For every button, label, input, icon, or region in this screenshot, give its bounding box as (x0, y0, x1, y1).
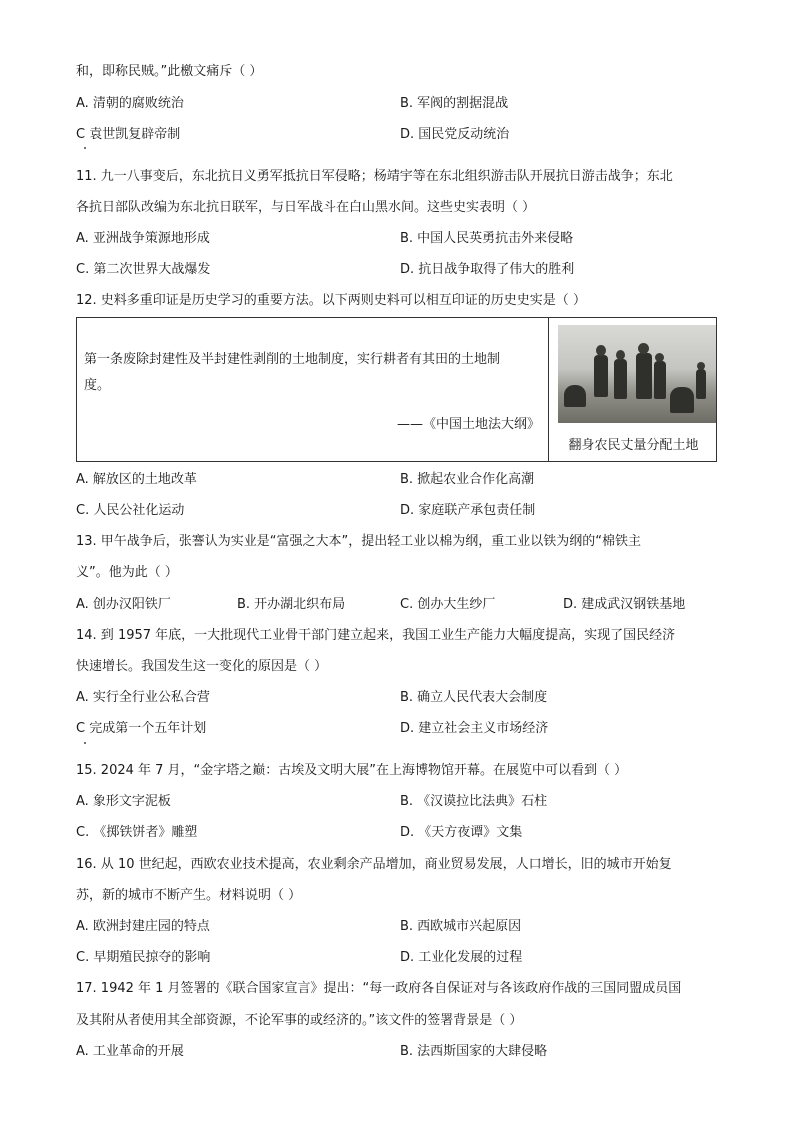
q11-stem-line2: 各抗日部队改编为东北抗日联军，与日军战斗在白山黑水间。这些史实表明（ ） (76, 200, 536, 215)
q13-stem-line1: 13. 甲午战争后，张謇认为实业是“富强之大本”，提出轻工业以棉为纲，重工业以铁为纲的“棉铁主 (76, 534, 642, 549)
q10-option-a: A. 清朝的腐败统治 (76, 96, 184, 111)
q13-option-b: B. 开办湖北织布局 (237, 597, 346, 612)
q10-stem-tail: 和，即称民贼。”此檄文痛斥（ ） (76, 64, 263, 79)
q12-option-b: B. 掀起农业合作化高潮 (400, 472, 535, 487)
q15-option-b: B. 《汉谟拉比法典》石柱 (400, 794, 548, 809)
q10-option-c: C 袁世凯复辟帝制 (76, 127, 181, 142)
q11-option-a: A. 亚洲战争策源地形成 (76, 231, 210, 246)
q17-option-a: A. 工业革命的开展 (76, 1044, 184, 1059)
q13-stem-line2: 义”。他为此（ ） (76, 565, 178, 580)
q17-stem-line1: 17. 1942 年 1 月签署的《联合国家宣言》提出：“每一政府各自保证对与各该政府作战的三国同盟成员国 (76, 981, 682, 996)
q10-option-d: D. 国民党反动统治 (400, 127, 510, 142)
q12-option-c: C. 人民公社化运动 (76, 503, 185, 518)
q14-option-b: B. 确立人民代表大会制度 (400, 690, 548, 705)
q14-option-d: D. 建立社会主义市场经济 (400, 721, 549, 736)
q14-stem-line2: 快速增长。我国发生这一变化的原因是（ ） (76, 659, 328, 674)
q11-option-d: D. 抗日战争取得了伟大的胜利 (400, 262, 575, 277)
q12-option-a: A. 解放区的土地改革 (76, 472, 197, 487)
q10-option-b: B. 军阀的割据混战 (400, 96, 509, 111)
stray-dot (84, 742, 86, 744)
source-text-line1: 第一条废除封建性及半封建性剥削的土地制度，实行耕者有其田的土地制 (84, 352, 501, 367)
q14-stem-line1: 14. 到 1957 年底，一大批现代工业骨干部门建立起来，我国工业生产能力大幅度提高，实现了国民经济 (76, 628, 676, 643)
q11-stem-line1: 11. 九一八事变后，东北抗日义勇军抵抗日军侵略；杨靖宇等在东北组织游击队开展抗日游击战争；东北 (76, 169, 673, 184)
source-text-line2: 度。 (84, 378, 111, 393)
q12-stem: 12. 史料多重印证是历史学习的重要方法。以下两则史料可以相互印证的历史史实是（ ） (76, 293, 586, 308)
q14-option-c: C 完成第一个五年计划 (76, 721, 207, 736)
q13-option-a: A. 创办汉阳铁厂 (76, 597, 171, 612)
q16-option-d: D. 工业化发展的过程 (400, 950, 523, 965)
q11-option-b: B. 中国人民英勇抗击外来侵略 (400, 231, 574, 246)
source-table-divider (548, 317, 549, 462)
stray-dot (84, 147, 86, 149)
q17-option-b: B. 法西斯国家的大肆侵略 (400, 1044, 548, 1059)
source-citation: ——《中国土地法大纲》 (396, 417, 540, 432)
q16-option-a: A. 欧洲封建庄园的特点 (76, 919, 210, 934)
q16-stem-line1: 16. 从 10 世纪起，西欧农业技术提高，农业剩余产品增加，商业贸易发展，人口增长，旧的城市开始复 (76, 857, 672, 872)
q15-option-a: A. 象形文字泥板 (76, 794, 171, 809)
q14-option-a: A. 实行全行业公私合营 (76, 690, 210, 705)
land-distribution-photo (558, 325, 716, 423)
q15-option-d: D. 《天方夜谭》文集 (400, 825, 523, 840)
q17-stem-line2: 及其附从者使用其全部资源，不论军事的或经济的。”该文件的签署背景是（ ） (76, 1013, 523, 1028)
photo-caption: 翻身农民丈量分配土地 (568, 438, 699, 453)
q16-stem-line2: 苏，新的城市不断产生。材料说明（ ） (76, 888, 302, 903)
q13-option-d: D. 建成武汉钢铁基地 (563, 597, 686, 612)
q16-option-b: B. 西欧城市兴起原因 (400, 919, 522, 934)
q12-option-d: D. 家庭联产承包责任制 (400, 503, 536, 518)
q15-option-c: C. 《掷铁饼者》雕塑 (76, 825, 198, 840)
q11-option-c: C. 第二次世界大战爆发 (76, 262, 211, 277)
q16-option-c: C. 早期殖民掠夺的影响 (76, 950, 211, 965)
q15-stem: 15. 2024 年 7 月，“金字塔之巅：古埃及文明大展”在上海博物馆开幕。在展览中可以看到（ ） (76, 763, 628, 778)
q13-option-c: C. 创办大生纱厂 (400, 597, 496, 612)
